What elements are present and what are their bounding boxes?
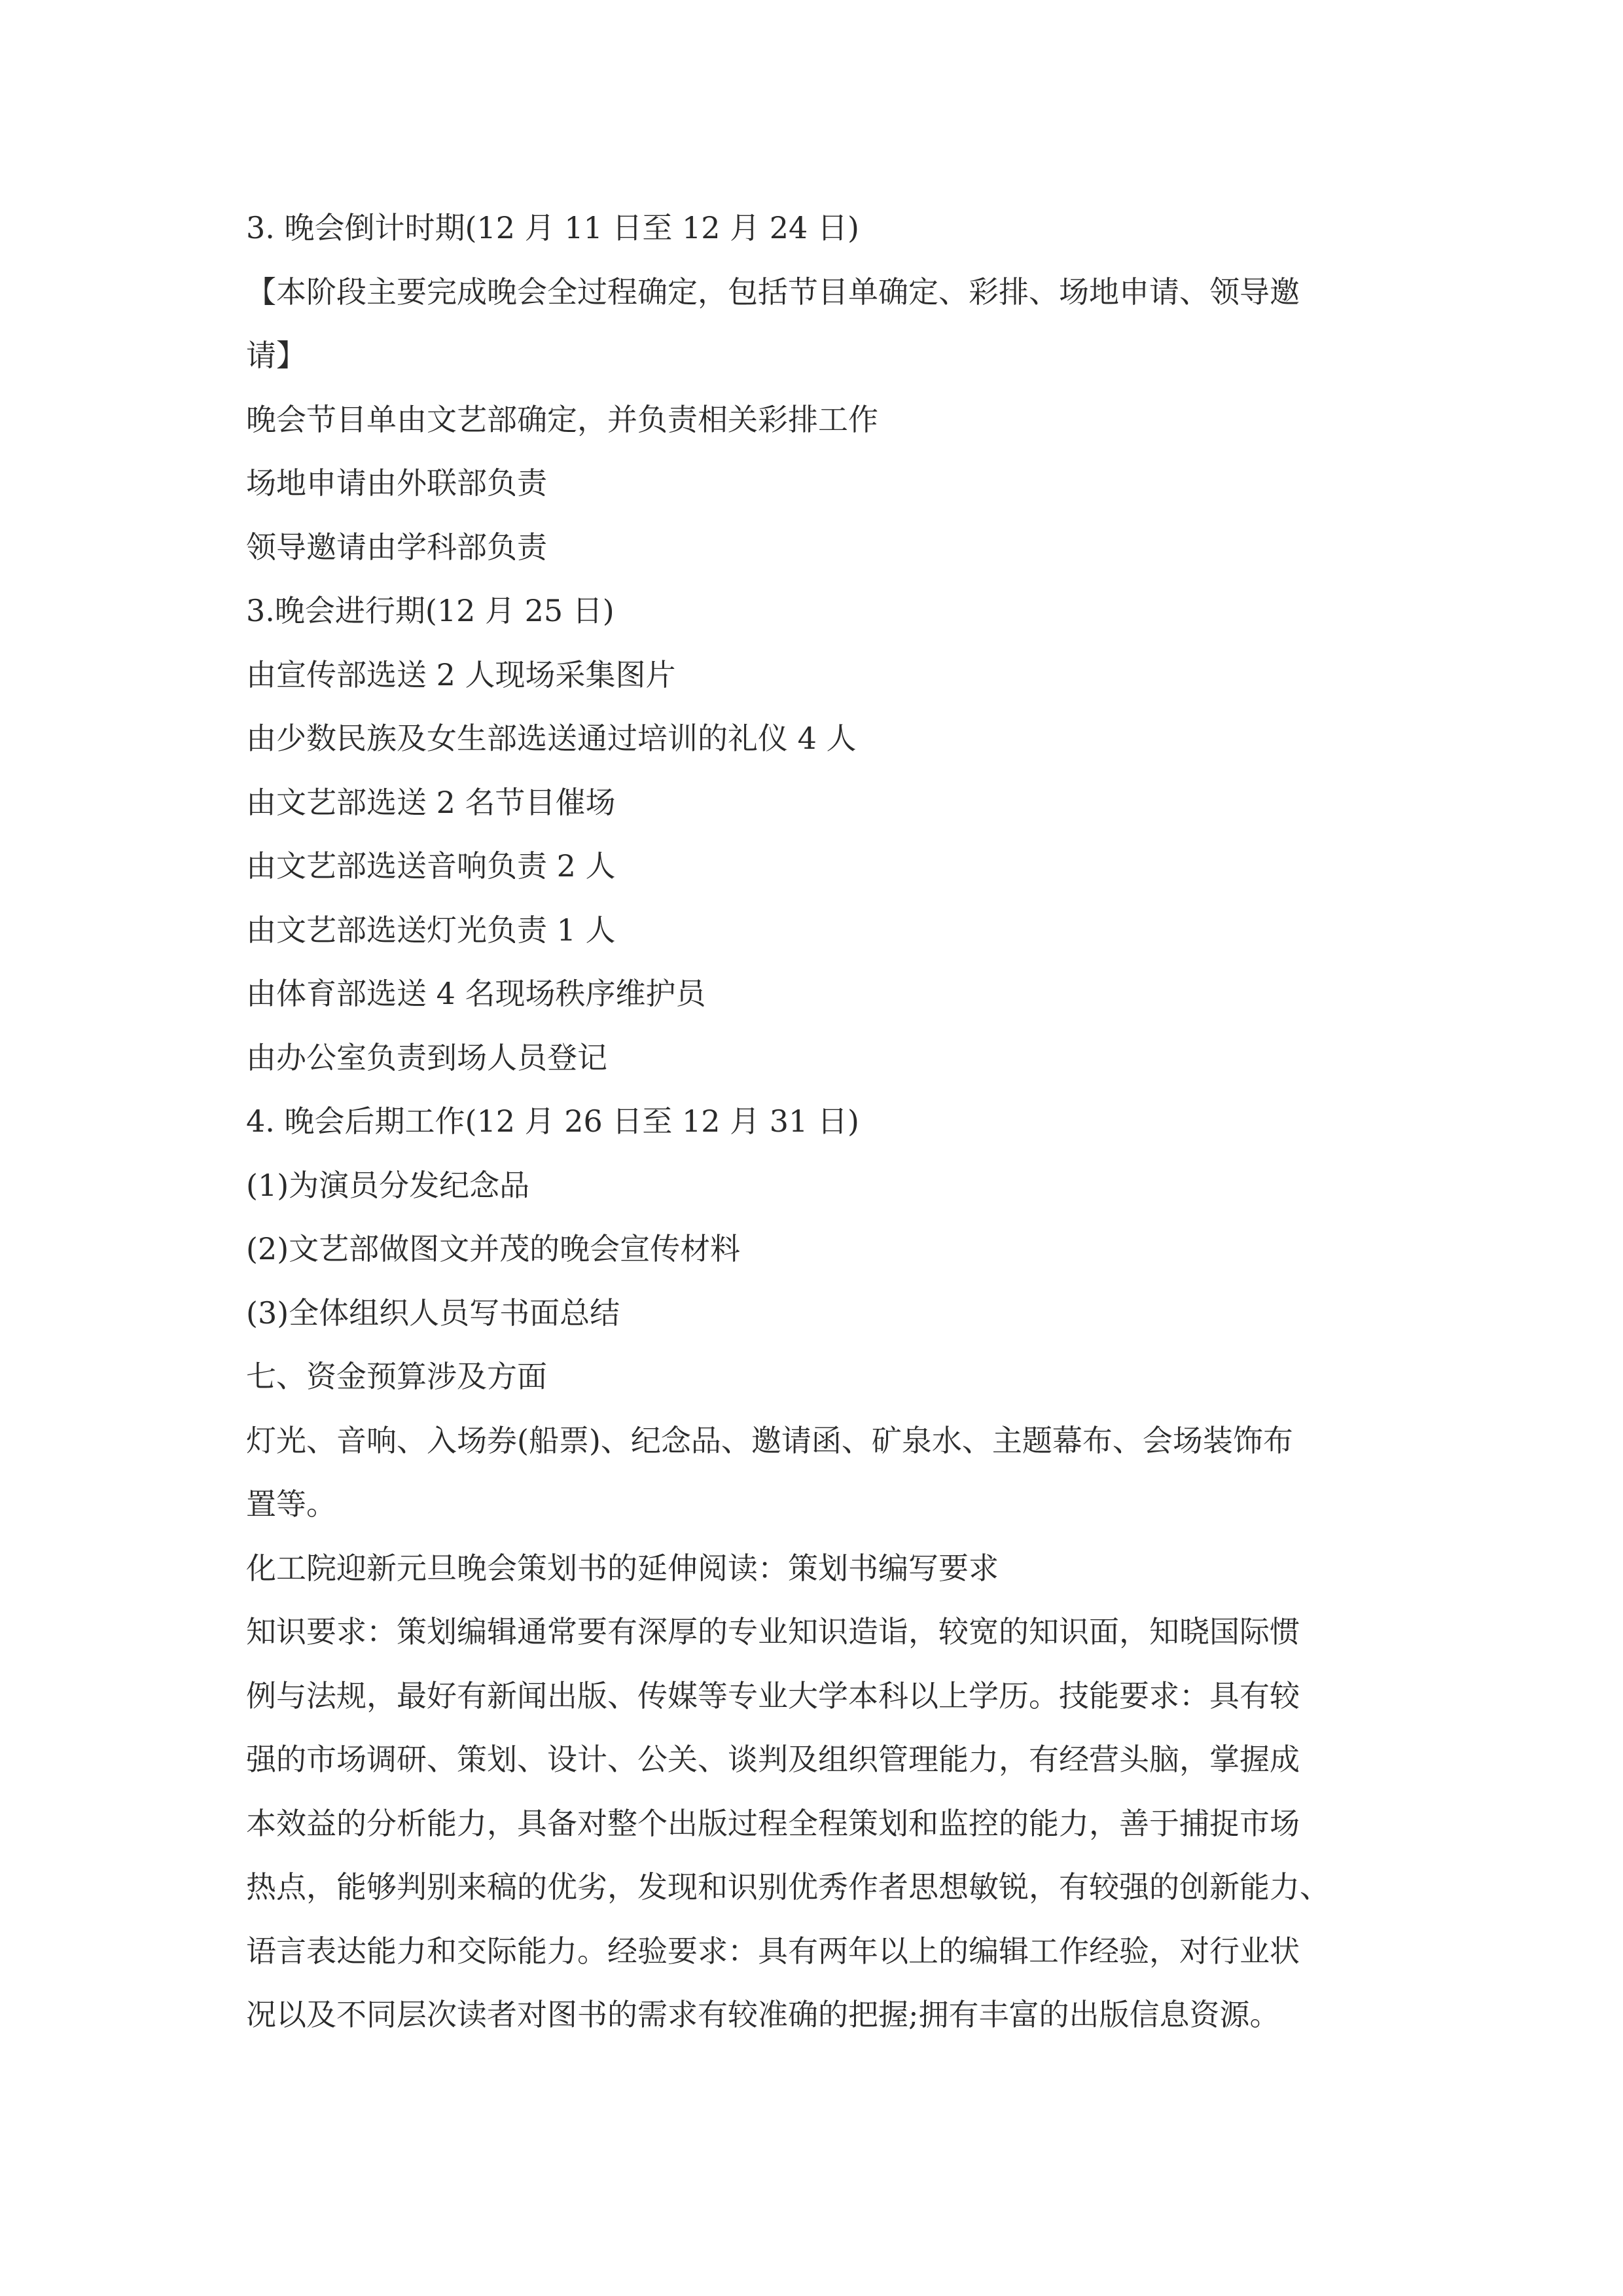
requirements-line: 本效益的分析能力，具备对整个出版过程全程策划和监控的能力，善于捕捉市场 <box>246 1805 1300 1841</box>
section-heading-budget: 七、资金预算涉及方面 <box>246 1359 547 1394</box>
list-item: (3)全体组织人员写书面总结 <box>246 1295 620 1331</box>
list-item: (1)为演员分发纪念品 <box>246 1167 530 1203</box>
list-item: (2)文艺部做图文并茂的晚会宣传材料 <box>246 1231 741 1266</box>
stage-summary-line-2: 请】 <box>246 338 306 373</box>
section-heading-countdown: 3. 晚会倒计时期(12 月 11 日至 12 月 24 日) <box>246 210 859 245</box>
text-line: 由宣传部选送 2 人现场采集图片 <box>246 656 676 692</box>
requirements-line: 热点，能够判别来稿的优劣，发现和识别优秀作者思想敏锐，有较强的创新能力、 <box>246 1869 1330 1905</box>
requirements-line: 语言表达能力和交际能力。经验要求：具有两年以上的编辑工作经验，对行业状 <box>246 1933 1300 1969</box>
text-line: 晚会节目单由文艺部确定，并负责相关彩排工作 <box>246 401 878 437</box>
text-line: 由少数民族及女生部选送通过培训的礼仪 4 人 <box>246 721 857 756</box>
text-line: 由体育部选送 4 名现场秩序维护员 <box>246 976 706 1011</box>
text-line: 由文艺部选送音响负责 2 人 <box>246 848 616 884</box>
section-heading-post-event: 4. 晚会后期工作(12 月 26 日至 12 月 31 日) <box>246 1103 859 1139</box>
text-line: 领导邀请由学科部负责 <box>246 529 547 565</box>
document-body <box>246 196 1385 2047</box>
stage-summary-line-1: 【本阶段主要完成晚会全过程确定，包括节目单确定、彩排、场地申请、领导邀 <box>246 274 1300 310</box>
text-line: 由文艺部选送灯光负责 1 人 <box>246 912 616 948</box>
section-heading-in-progress: 3.晚会进行期(12 月 25 日) <box>246 593 615 628</box>
budget-line-2: 置等。 <box>246 1486 336 1522</box>
budget-line-1: 灯光、音响、入场券(船票)、纪念品、邀请函、矿泉水、主题幕布、会场装饰布 <box>246 1422 1293 1458</box>
requirements-line: 例与法规，最好有新闻出版、传媒等专业大学本科以上学历。技能要求：具有较 <box>246 1677 1300 1713</box>
requirements-line: 强的市场调研、策划、设计、公关、谈判及组织管理能力，有经营头脑，掌握成 <box>246 1742 1300 1777</box>
requirements-line: 知识要求：策划编辑通常要有深厚的专业知识造诣，较宽的知识面，知晓国际惯 <box>246 1614 1300 1649</box>
text-line: 由文艺部选送 2 名节目催场 <box>246 784 616 820</box>
text-line: 由办公室负责到场人员登记 <box>246 1039 607 1075</box>
requirements-line: 况以及不同层次读者对图书的需求有较准确的把握;拥有丰富的出版信息资源。 <box>246 1997 1280 2032</box>
extended-reading-heading: 化工院迎新元旦晚会策划书的延伸阅读：策划书编写要求 <box>246 1550 999 1586</box>
text-line: 场地申请由外联部负责 <box>246 465 547 501</box>
